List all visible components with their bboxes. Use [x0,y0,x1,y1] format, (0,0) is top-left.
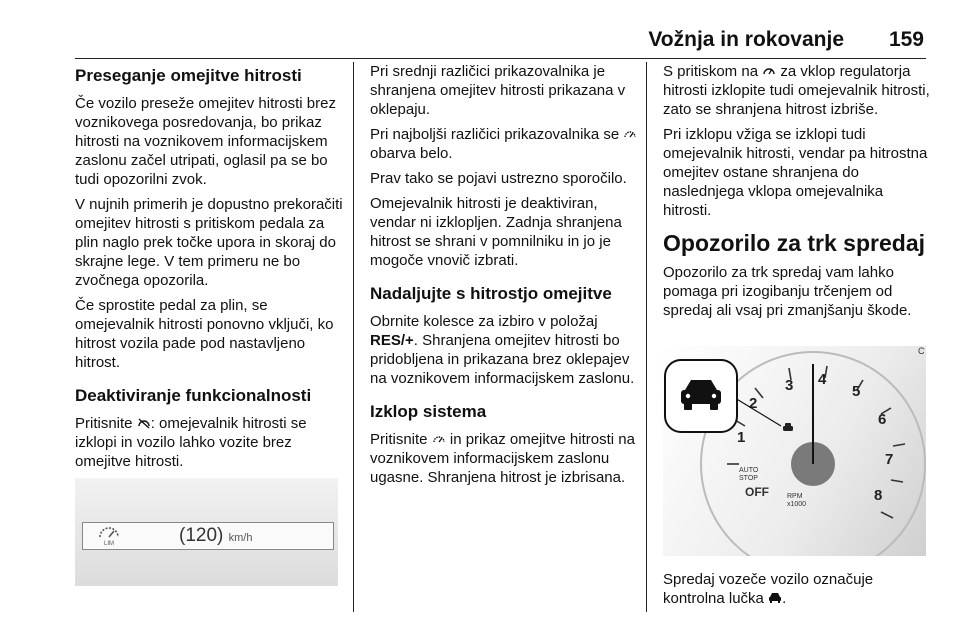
driver-info-display-image [75,478,338,586]
paragraph: V nujnih primerih je dopustno prekoračiti omejitev hitrosti s pritiskom pedala za plin naglo prek točke upora in skoraj do skrajne lege. V tem primeru ne bo zvočnega opozorila. [75,196,343,289]
column-3-bottom [663,570,931,614]
paragraph: Prav tako se pojavi ustrezno sporočilo. [370,170,627,187]
gauge-number-1: 1 [737,429,746,446]
paragraph: Pri srednji različici prikazovalnika je shranjena omejitev hitrosti prikazana v oklepaju. [370,63,626,118]
off-label: OFF [745,485,769,499]
section-heading: Preseganje omejitve hitrosti [75,66,302,85]
gauge-number-7: 7 [885,451,894,468]
cruise-control-icon [762,65,776,77]
column-divider [353,62,354,612]
paragraph: Pri najboljši različici prikazovalnika se obarva belo. [370,125,638,163]
vehicle-ahead-icon [768,592,782,604]
paragraph: Omejevalnik hitrosti je deaktiviran, vendar ni izklopljen. Zadnja shranjena hitrost se shrani v pomnilniku in jo je mogoče vnovič izbrati. [370,195,622,269]
gauge-number-2: 2 [749,395,758,412]
paragraph: Pritisnite in prikaz omejitve hitrosti na voznikovem informacijskem zaslonu ugasne. Shranjena hitrost je izbrisana. [370,431,635,486]
rpm-label: RPM [787,493,803,500]
gauge-number-8: 8 [874,487,883,504]
callout-line [735,398,781,426]
paragraph: Obrnite kolesce za izbiro v položaj RES/+. Shranjena omejitev hitrosti bo pridobljena in prikazana brez oklepajev na voznikovem informacijskem zaslonu. [370,313,635,387]
auto-label: AUTO [739,467,759,474]
section-heading: Deaktiviranje funkcionalnosti [75,386,312,405]
paragraph: Pritisnite : omejevalnik hitrosti se izklopi in vozilo lahko vozite brez omejitve hitrosti. [75,415,307,470]
gauge-number-6: 6 [878,411,887,428]
section-heading: Nadaljujte s hitrostjo omejitve [370,284,612,303]
column-divider [646,62,647,612]
column-2 [370,62,638,493]
page-header [75,22,926,59]
x1000-label: x1000 [787,501,807,508]
speed-limiter-icon [623,128,637,140]
paragraph: Pri izklopu vžiga se izklopi tudi omejevalnik hitrosti, vendar pa hitrostna omejitev ostane shranjena do naslednjega vklopa omejevalnika hitrosti. [663,126,928,219]
gauge-number-4: 4 [818,371,827,388]
tachometer-drawing [663,346,926,556]
section-heading: Izklop sistema [370,402,487,421]
gauge-number-5: 5 [852,383,861,400]
paragraph: S pritiskom na za vklop regulatorja hitrosti izklopite tudi omejevalnik hitrosti, zato se shranjena hitrost izbriše. [663,63,930,118]
page-number: 159 [888,28,924,51]
svg-text:LIM: LIM [103,541,115,546]
paragraph: Če vozilo preseže omejitev hitrosti brez voznikovega posredovanja, bo prikaz hitrosti na voznikovem informacijskem zaslonu začel utripati, oglasil pa se bo tudi opozorilni zvok. [75,95,336,188]
edge-label: C [918,346,925,356]
column-1 [75,62,345,477]
column-3 [663,62,931,326]
section-heading: Opozorilo za trk spredaj [663,230,925,256]
speed-limiter-off-icon [137,417,151,429]
paragraph: Spredaj vozeče vozilo označuje kontrolna lučka . [663,571,874,607]
speed-limit-bar [82,522,334,550]
chapter-title: Vožnja in rokovanje [648,28,844,51]
speed-limiter-icon [97,524,121,546]
stored-speed: (120) km/h [179,525,253,546]
collision-warning-lamp [783,423,793,431]
tachometer-image [663,346,926,556]
speed-limiter-icon [432,433,446,445]
gauge-number-3: 3 [785,377,794,394]
paragraph: Opozorilo za trk spredaj vam lahko pomaga pri izogibanju trčenjem od spredaj ali vsaj pri zmanjšanju škode. [663,264,912,319]
paragraph: Če sprostite pedal za plin, se omejevalnik hitrosti ponovno vključi, ko hitrost vozila pade pod nastavljeno hitrost. [75,297,334,371]
stop-label: STOP [739,475,758,482]
